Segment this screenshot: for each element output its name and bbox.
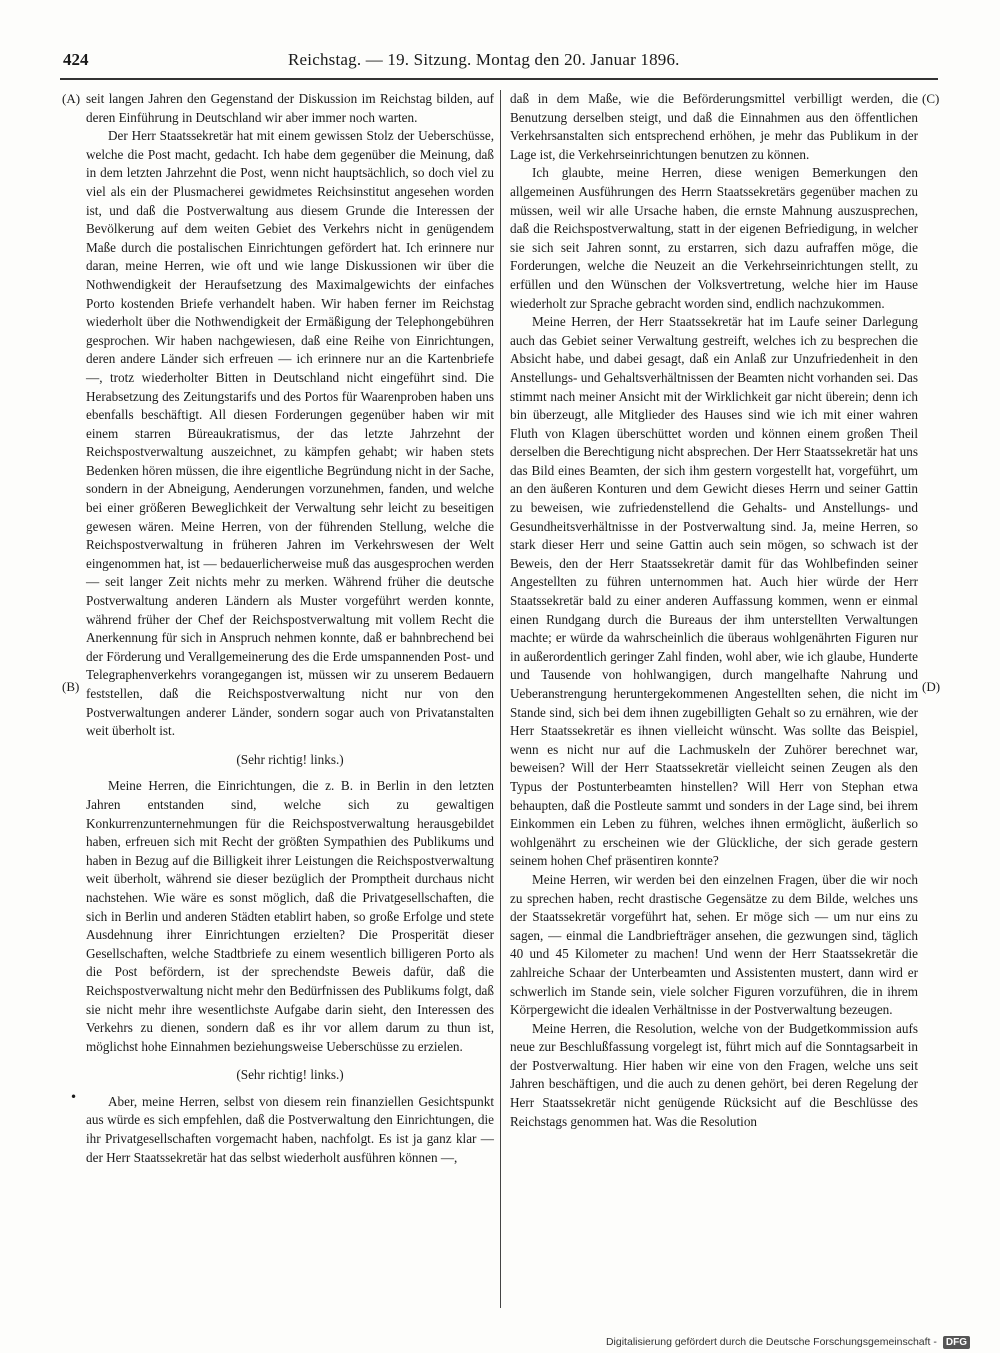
footer-credit: Digitalisierung gefördert durch die Deutsche Forschungsgemeinschaft - bbox=[605, 1336, 937, 1348]
paragraph: Meine Herren, die Resolution, welche von der Budgetkommission aufs neue zur Beschlußfassung vorgelegt ist, führt mich auf die Sonntagsarbeit in der Postverwaltung. Hier haben wir eine von den Fragen, welche uns seit Jahren beschäftigen, und die auch zu denen gehört, bei deren Regelung der Herr Staatssekretär nicht genügende Rücksicht auf die Beschlüsse des Reichstags genommen hat. Was die Resolution bbox=[510, 1020, 918, 1129]
left-column bbox=[86, 90, 494, 1167]
paragraph: daß in dem Maße, wie die Beförderungsmittel verbilligt werden, die Benutzung derselben steigt, und daß die Einnahmen aus den öffentlichen Verkehrsanstalten sich entsprechend erhöhen, je mehr das Publikum in der Lage ist, die Verkehrseinrichtungen benutzen zu können. bbox=[510, 91, 918, 162]
margin-marker-b: (B) bbox=[62, 679, 80, 694]
margin-marker-a: (A) bbox=[62, 91, 81, 106]
margin-bullet-icon: • bbox=[70, 1090, 78, 1104]
margin-marker-c: (C) bbox=[922, 91, 940, 106]
interjection: (Sehr richtig! links.) bbox=[236, 1067, 344, 1083]
header-rule bbox=[60, 78, 938, 80]
paragraph: Ich glaubte, meine Herren, diese wenigen Bemerkungen den allgemeinen Ausführungen des Herrn Staatssekretärs gegenüber machen zu müssen, weil wir alle Ursache haben, die ernste Mahnung auszusprechen, daß die Reichspostverwaltung, statt in der eigenen Befriedigung, in welcher sie sich seit Jahren sonnt, zu erstarren, sich dazu aufraffen möge, die Forderungen, welche die Neuzeit an die Verkehrseinrichtungen stellt, zu erfüllen und den Wünschen der Volksvertretung, welche hier im Hause wiederholt zur Sprache gebracht worden sind, endlich nachzukommen. bbox=[510, 165, 918, 311]
interjection: (Sehr richtig! links.) bbox=[236, 751, 344, 767]
paragraph: Der Herr Staatssekretär hat mit einem gewissen Stolz der Ueberschüsse, welche die Post macht, gedacht. Ich habe dem gegenüber die Meinung, daß in dem letzten Jahrzehnt die Post, wenn nicht hauptsächlich, so doch viel zu viel als ein der Plusmacherei gewidmetes Reichsinstitut angesehen worden ist, und daß die Postverwaltung aus diesem Grunde die Interessen der Bevölkerung auf dem weiten Gebiet des Verkehrs nicht in genügendem Maße durch die postalischen Einrichtungen gefördert hat. Ich erinnere nur daran, meine Herren, wie oft und wie lange Diskussionen wir über die Nothwendigkeit der Heraufsetzung des Maximalgewichts der einfaches Porto kostenden Briefe verhandelt haben. Wir haben ferner im Reichstag wiederholt über die Nothwendigkeit der Ermäßigung der Telephongebühren gesprochen. Wir haben nachgewiesen, daß eine Reihe von Einrichtungen, deren andere Länder sich erfreuen — ich erinnere nur an die Kartenbriefe —, trotz wiederholter Bitten in Deutschland nicht eingeführt sind. Die Herabsetzung des Zeitungstarifs und des Portos für Waarenproben haben uns ebenfalls beschäftigt. All diesen Forderungen gegenüber haben wir mit einem starren Büreaukratismus, der das letzte Jahrzehnt der Reichspostverwaltung auszeichnet, zu kämpfen gehabt; wir haben stets Bedenken hören müssen, die ihre eigentliche Begründung nicht in der Sache, sondern in der Abneigung, Aenderungen vorzunehmen, fanden, und welche bei einer größeren Beweglichkeit der Verwaltung sehr leicht zu beseitigen gewesen wären. Meine Herren, von der führenden Stellung, welche die Reichspostverwaltung in früheren Jahren im Verkehrswesen der Welt eingenommen hat, ist — bedauerlicherweise muß das ausgesprochen werden — seit langer Zeit nichts mehr zu merken. Während früher die deutsche Postverwaltung anderen Ländern als Muster vorgeführt werden konnte, während früher der Chef der Reichspostverwaltung mit vollem Recht die Anerkennung für sich in Anspruch nehmen konnte, daß er bahnbrechend bei der Förderung und Verallgemeinerung des die Erde umspannenden Post- und Telegraphenverkehrs vorangegangen ist, müssen wir zu unserem Bedauern feststellen, daß die Reichspostverwaltung nicht nur von den Postverwaltungen anderer Länder, sondern sogar auch von Privatanstalten weit überholt ist. bbox=[86, 128, 494, 739]
paragraph: seit langen Jahren den Gegenstand der Diskussion im Reichstag bilden, auf deren Einführung in Deutschland wir aber immer noch warten. bbox=[86, 91, 494, 125]
page-header bbox=[0, 36, 1000, 76]
paragraph: Meine Herren, die Einrichtungen, die z. B. in Berlin in den letzten Jahren entstanden sind, welche sich zu gewaltigen Konkurrenzunternehmungen für die Reichspostverwaltung herausgebildet haben, erfreuen sich mit Recht der größten Sympathien des Publikums und haben in Bezug auf die Billigkeit ihrer Leistungen die Reichspostverwaltung weit überholt, während sie dieser bezüglich der Promptheit durchaus nicht nachstehen. Wie wäre es sonst möglich, daß die Privatgesellschaften, die sich in Berlin und anderen Städten etablirt haben, so große Erfolge und stete Ausdehnung ihrer Einrichtungen erzielten? Die Prosperität dieser Gesellschaften, welche Stadtbriefe zu einem wesentlich billigeren Porto als die Post befördern, ist der sprechendste Beweis dafür, daß die Reichspostverwaltung nicht mehr den Bedürfnissen des Publikums folgt, daß sie nicht mehr ihre wesentlichste Aufgabe darin sieht, den Interessen des Verkehrs zu dienen, sondern daß es ihr vor allem darum zu thun ist, möglichst hohe Einnahmen beziehungsweise Ueberschüsse zu erzielen. bbox=[86, 778, 494, 1054]
paragraph: Aber, meine Herren, selbst von diesem rein finanziellen Gesichtspunkt aus würde es sich empfehlen, daß die Postverwaltung den Einrichtungen, die ihr Privatgesellschaften vorgemacht haben, nachfolgt. Es ist ja ganz klar — der Herr Staatssekretär hat das selbst wiederholt ausführen können —, bbox=[86, 1093, 494, 1165]
page-title: Reichstag. — 19. Sitzung. Montag den 20. Januar 1896. bbox=[288, 50, 680, 69]
dfg-logo-icon: DFG bbox=[943, 1336, 970, 1349]
paragraph: Meine Herren, wir werden bei den einzelnen Fragen, über die wir noch zu sprechen haben, recht drastische Gegensätze zu dem Bilde, welches uns der Staatssekretär vorgeführt hat, sehen. Er möge sich — um nur eins zu sagen, — einmal die Landbriefträger ansehen, die gezwungen sind, täglich 40 und 45 Kilometer zu machen! Und wenn der Herr Staatssekretär die zahlreiche Schaar der Unterbeamten und Assistenten mustert, dann wird er schwerlich im Stande sein, viele solcher Figuren vorzuführen, die in ihrem Körpergewicht die idealen Verhältnisse in der Postverwaltung bezeugen. bbox=[510, 871, 918, 1018]
page-footer bbox=[606, 1335, 970, 1349]
paragraph: Meine Herren, der Herr Staatssekretär hat im Laufe seiner Darlegung auch das Gebiet seiner Verwaltung gestreift, welches ich zu besprechen die Absicht habe, und dabei gesagt, daß ein Anlaß zur Unzufriedenheit in den Anstellungs- und Gehaltsverhältnissen der Beamten nicht vorhanden sei. Das stimmt nach meiner Ansicht mit der Wirklichkeit gar nicht überein; denn ich bin überzeugt, alle Mitglieder des Hauses sind wie ich mit einer wahren Fluth von Klagen überschüttet worden und können einem großen Theil derselben die Berechtigung nicht absprechen. Der Herr Staatssekretär hat uns das Bild eines Beamten, der sich ihm gestern vorgestellt hat, vorgeführt, um an den äußeren Konturen und dem Gewicht dieses Herrn und seiner Gattin zu beweisen, wie zufriedenstellend die Gehalts- und Anstellungs- und Gesundheitsverhältnisse in der Postverwaltung sind. Ja, meine Herren, so stark dieser Herr und seine Gattin auch sein mögen, so schwach ist der Beweis, den der Herr Staatssekretär damit für das Wohlbefinden seiner Angestellten zu führen unternommen hat. Auch hier würde der Herr Staatssekretär bald zu einer anderen Auffassung kommen, wenn er einmal einen Rundgang durch die Bureaus der ihm unterstellten Verwaltungen machte; er würde da wahrscheinlich die überaus wohlgenährten Figuren nur in außerordentlich geringer Zahl finden, wohl aber, wie ich glaube, Hunderte und Tausende von hohlwangigen, durch mangelhafte Nahrung und Ueberanstrengung heruntergekommenen Angestellten sehen, die nicht im Stande sind, sich bei dem ihnen zugebilligten Gehalt so zu ernähren, wie der Herr Staatssekretär es ihnen vielleicht wünscht. Was sollte das Beispiel, wenn es nicht nur auf die Lachmuskeln der Zuhörer berechnet war, beweisen? Will der Herr Staatssekretär vielleicht seinen Zeugen als den Typus der Postunterbeamten hinstellen? Will Herr von Stephan etwa behaupten, daß die Postleute sammt und sonders in der Lage sind, bei ihrem Einkommen ein Leben zu führen, welches ihnen ermöglicht, äußerlich so wohlgenährt zu erscheinen wie der Glückliche, der sich gerade gestern seinem hohen Chef präsentiren konnte? bbox=[510, 314, 918, 869]
column-divider bbox=[500, 90, 501, 1308]
page-number: 424 bbox=[63, 50, 89, 69]
margin-marker-d: (D) bbox=[922, 679, 941, 694]
right-column bbox=[510, 90, 918, 1131]
